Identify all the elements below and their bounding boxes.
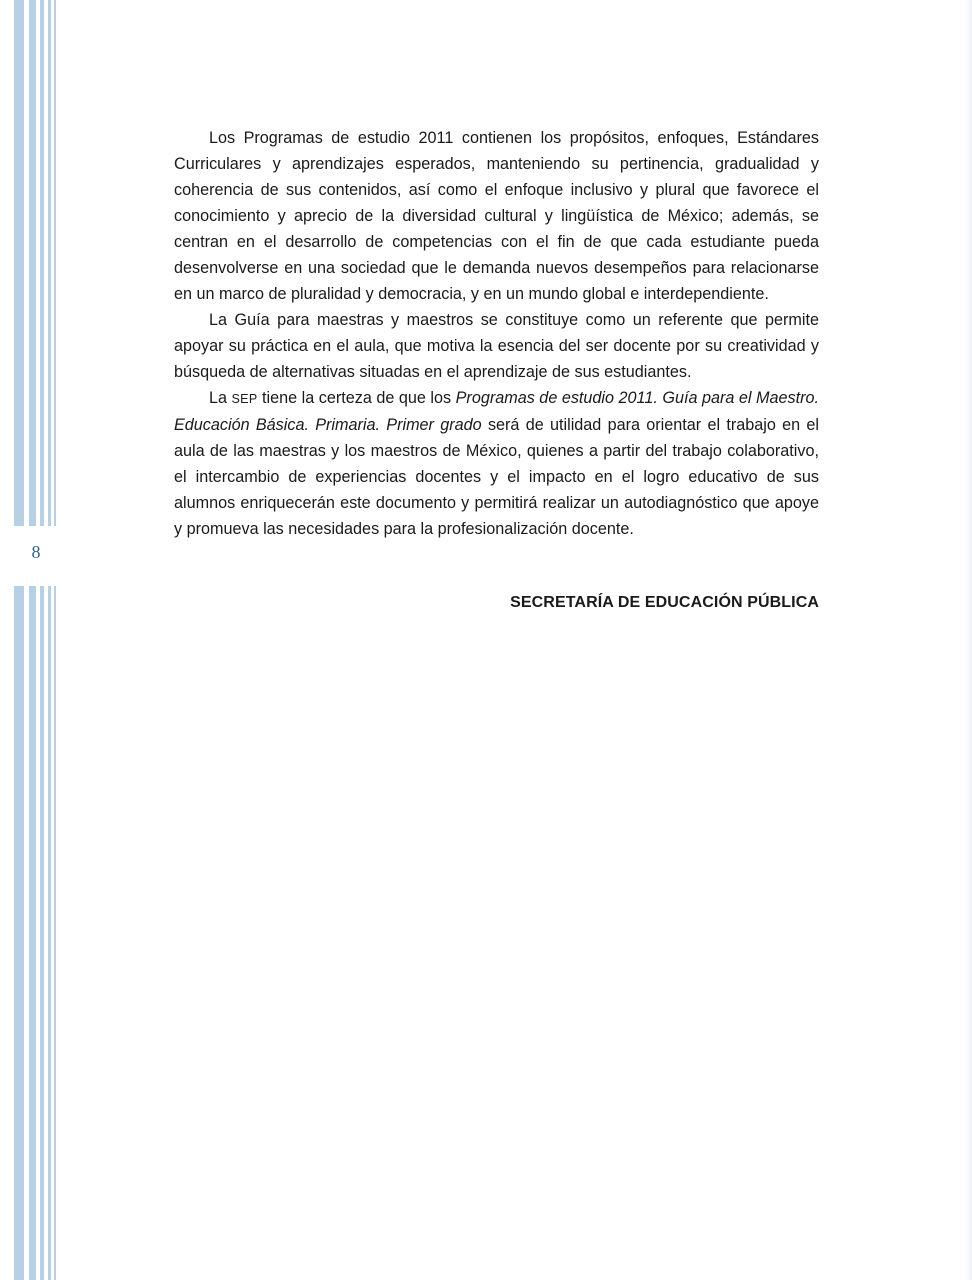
stripe [29,586,36,1280]
publication-title: Programas de estudio 2011. Guía para el Maestro. Educación Básica. Primaria. Primer grado [174,389,820,434]
stripe [48,0,51,526]
stripe [48,586,51,1280]
sep-acronym: SEP [231,392,258,406]
stripe [40,586,44,1280]
left-decorative-stripes [0,0,60,1280]
stripe [54,0,56,526]
stripe [54,586,56,1280]
paragraph-3-lead: La [209,389,228,407]
page-number: 8 [31,542,41,562]
right-page-edge [964,0,972,1280]
stripe [40,0,44,526]
stripe [29,0,36,526]
signature: SECRETARÍA DE EDUCACIÓN PÚBLICA [510,594,819,611]
paragraph-3-mid: tiene la certeza de que los [262,389,452,407]
paragraph-1: Los Programas de estudio 2011 contienen los propósitos, enfoques, Estándares Curriculares y aprendizajes esperados, manteniendo su pertinencia, gradualidad y coherencia de sus contenidos, así como el enfoque inclusivo y plural que favorece el conocimiento y aprecio de la diversidad cultural y lingüística de México; además, se centran en el desarrollo de competencias con el fin de que cada estudiante pueda desenvolverse en una sociedad que le demanda nuevos desempeños para relacionarse en un marco de pluralidad y democracia, y en un mundo global e interdependiente. [174,129,819,303]
stripe [14,586,24,1280]
paragraph-3 [174,385,819,542]
body-text [174,125,819,542]
stripe [14,0,24,526]
paragraph-3-rest: será de utilidad para orientar el trabajo en el aula de las maestras y los maestros de México, quienes a partir del trabajo colaborativo, el intercambio de experiencias docentes y el impacto en el logro educativo de sus alumnos enriquecerán este documento y permitirá realizar un autodiagnóstico que apoye y promueva las necesidades para la profesionalización docente. [174,416,819,538]
paragraph-2: La Guía para maestras y maestros se constituye como un referente que permite apoyar su práctica en el aula, que motiva la esencia del ser docente por su creatividad y búsqueda de alternativas situadas en el aprendizaje de sus estudiantes. [174,311,819,381]
